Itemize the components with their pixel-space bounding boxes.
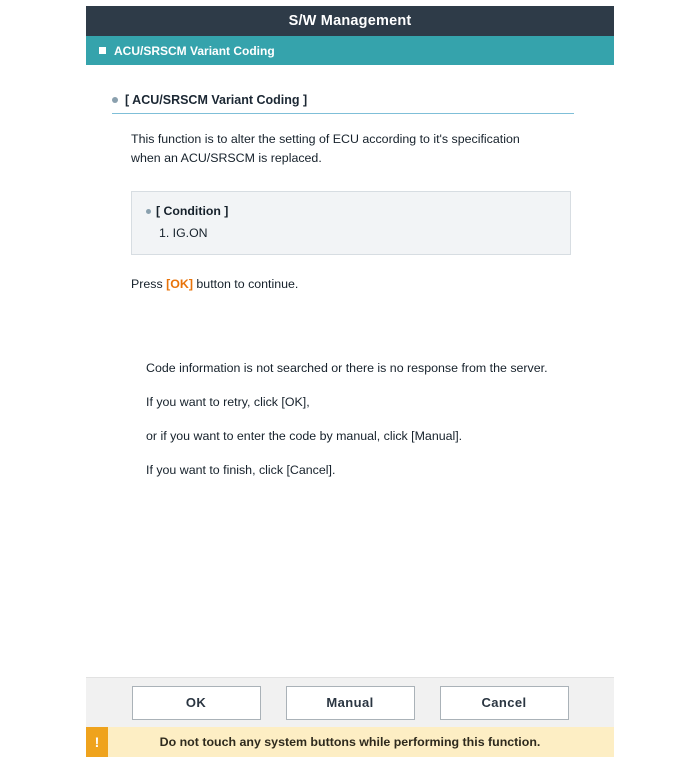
press-key-ok: [OK] — [166, 277, 193, 291]
press-suffix: button to continue. — [192, 277, 299, 291]
bullet-dot-icon — [112, 97, 118, 103]
main-content — [86, 93, 614, 677]
warning-text: Do not touch any system buttons while performing this function. — [159, 735, 541, 749]
press-instruction — [131, 277, 614, 291]
status-message-line: Code information is not searched or there is no response from the server. — [146, 361, 548, 375]
status-message-line: If you want to finish, click [Cancel]. — [146, 463, 336, 477]
warning-bar — [86, 727, 614, 757]
function-description-line1: This function is to alter the setting of ECU according to it's specification — [131, 132, 520, 146]
function-description — [131, 130, 571, 168]
bullet-dot-icon — [146, 209, 151, 214]
condition-heading — [146, 204, 556, 218]
status-message-line: or if you want to enter the code by manual, click [Manual]. — [146, 429, 463, 443]
ok-button[interactable]: OK — [132, 686, 261, 720]
application-window — [86, 6, 614, 750]
condition-heading-label: [ Condition ] — [156, 204, 229, 218]
manual-button[interactable]: Manual — [286, 686, 415, 720]
section-heading-label: [ ACU/SRSCM Variant Coding ] — [125, 93, 308, 107]
condition-box — [131, 191, 571, 255]
window-title: S/W Management — [288, 13, 412, 29]
function-subheader-label: ACU/SRSCM Variant Coding — [114, 43, 275, 58]
function-subheader — [86, 36, 614, 65]
section-heading — [112, 93, 574, 114]
cancel-button[interactable]: Cancel — [440, 686, 569, 720]
square-bullet-icon — [99, 47, 106, 54]
button-bar — [86, 677, 614, 727]
condition-item: 1. IG.ON — [159, 226, 208, 240]
status-message-line: If you want to retry, click [OK], — [146, 395, 310, 409]
status-message-block — [146, 361, 596, 477]
press-prefix: Press — [131, 277, 167, 291]
warning-icon: ! — [86, 727, 108, 757]
function-description-line2: when an ACU/SRSCM is replaced. — [131, 151, 322, 165]
window-titlebar — [86, 6, 614, 36]
